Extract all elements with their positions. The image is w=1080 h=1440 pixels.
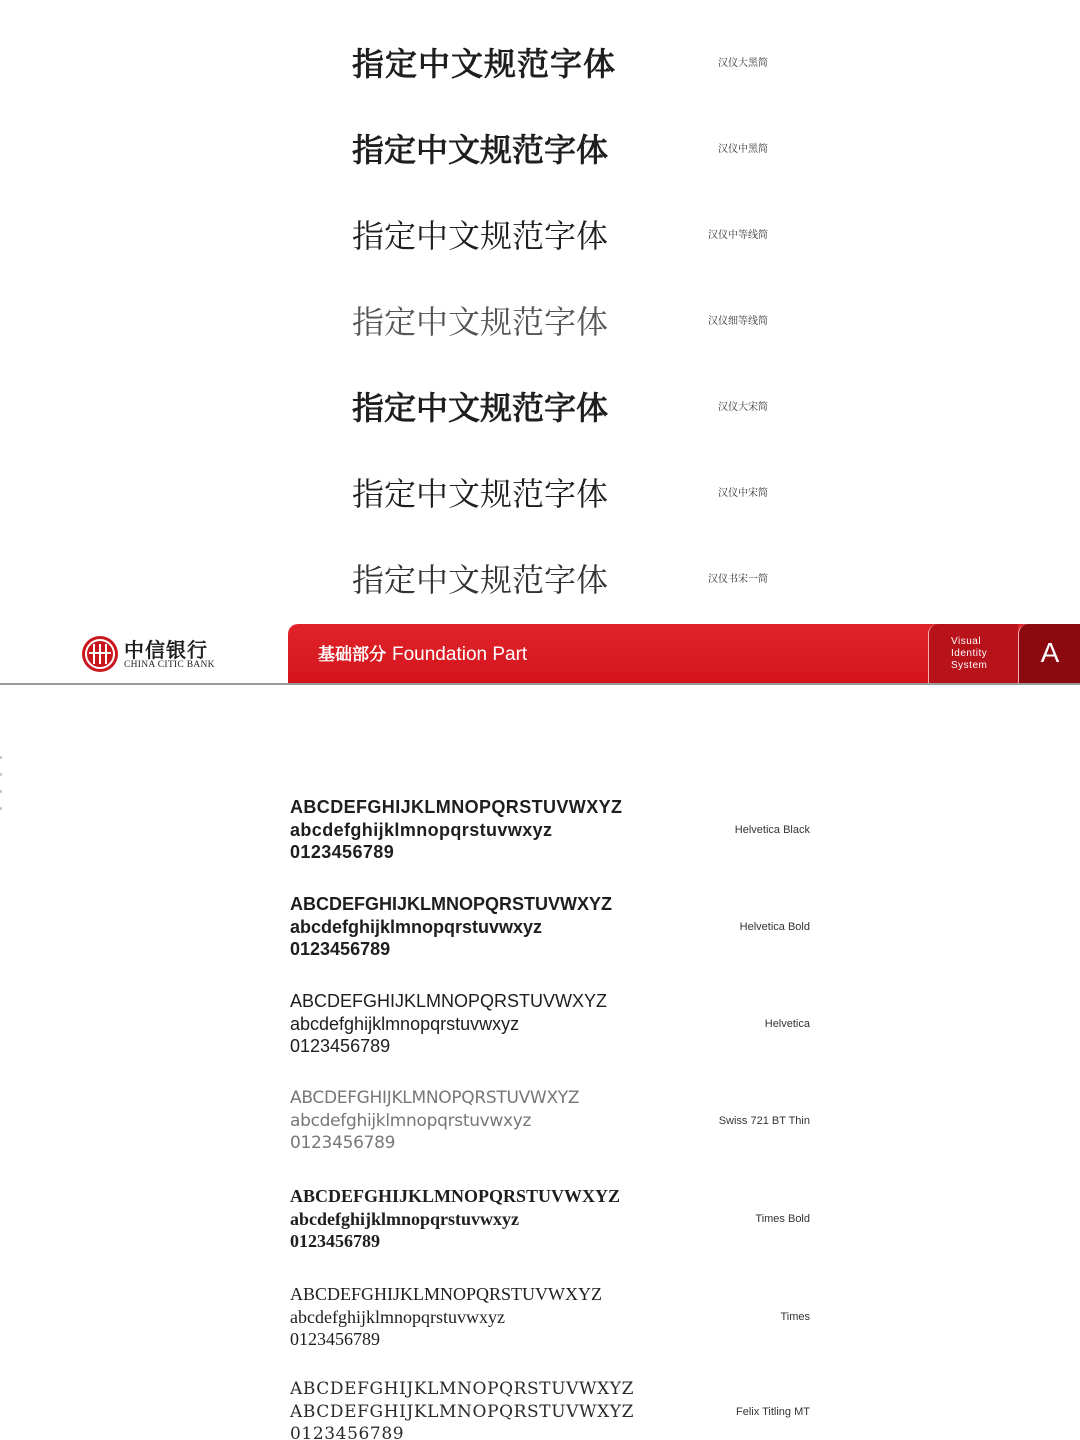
font-sample-lower: abcdefghijklmnopqrstuvwxyz xyxy=(290,1208,520,1229)
cn-font-row xyxy=(0,378,1080,438)
font-sample-upper: ABCDEFGHIJKLMNOPQRSTUVWXYZ xyxy=(290,991,608,1011)
latin-font-row xyxy=(290,990,810,1060)
font-sample-digits: 0123456789 xyxy=(290,1133,396,1153)
latin-font-name: Helvetica xyxy=(764,1018,810,1030)
chapter-letter: A xyxy=(1040,637,1060,668)
font-sample-lower: abcdefghijklmnopqrstuvwxyz xyxy=(290,819,553,840)
cn-font-row xyxy=(0,120,1080,180)
cn-font-row xyxy=(0,464,1080,524)
vis-label-line: System xyxy=(951,660,988,671)
font-sample-upper: ABCDEFGHIJKLMNOPQRSTUVWXYZ xyxy=(290,1379,635,1399)
logo-chinese-name: 中信银行 xyxy=(124,638,208,662)
cn-font-name: 汉仪细等线简 xyxy=(708,316,768,327)
section-title xyxy=(318,624,527,686)
font-sample-digits: 0123456789 xyxy=(290,1424,405,1440)
latin-font-row xyxy=(290,1378,810,1440)
section-title-cn: 基础部分 xyxy=(318,645,386,665)
cn-font-sample: 指定中文规范字体 xyxy=(352,45,617,83)
cn-font-name: 汉仪大黑简 xyxy=(718,58,768,69)
latin-font-name: Helvetica Bold xyxy=(739,921,810,933)
cn-font-sample: 指定中文规范字体 xyxy=(352,131,609,169)
font-sample-upper: ABCDEFGHIJKLMNOPQRSTUVWXYZ xyxy=(290,1186,621,1206)
section-title-bar xyxy=(288,624,1080,684)
latin-font-name: Times xyxy=(780,1311,810,1323)
cn-font-row xyxy=(0,34,1080,94)
latin-font-row xyxy=(290,796,810,866)
font-sample-digits: 0123456789 xyxy=(290,1231,380,1251)
latin-font-row xyxy=(290,1185,810,1255)
latin-font-name: Helvetica Black xyxy=(734,824,810,836)
section-title-en: Foundation Part xyxy=(392,644,528,665)
cn-font-row xyxy=(0,292,1080,352)
font-sample-digits: 0123456789 xyxy=(290,1036,391,1056)
citic-logo-icon xyxy=(82,636,118,672)
font-sample-lower: ABCDEFGHIJKLMNOPQRSTUVWXYZ xyxy=(290,1401,635,1422)
vis-label-line: Identity xyxy=(951,648,988,659)
cn-font-sample: 指定中文规范字体 xyxy=(352,389,609,427)
cn-font-name: 汉仪中黑简 xyxy=(718,144,768,155)
font-sample-upper: ABCDEFGHIJKLMNOPQRSTUVWXYZ xyxy=(290,796,623,818)
cn-font-row xyxy=(0,206,1080,266)
vis-label xyxy=(951,636,987,672)
latin-font-row xyxy=(290,893,810,963)
cn-font-name: 汉仪中宋简 xyxy=(718,488,768,499)
font-sample-upper: ABCDEFGHIJKLMNOPQRSTUVWXYZ xyxy=(290,1088,580,1108)
cn-font-sample: 指定中文规范字体 xyxy=(352,561,609,599)
chapter-box xyxy=(1018,624,1080,684)
cn-font-sample: 指定中文规范字体 xyxy=(352,303,609,341)
font-sample-digits: 0123456789 xyxy=(290,1329,380,1349)
cn-font-name: 汉仪大宋简 xyxy=(718,402,768,413)
latin-font-name: Swiss 721 BT Thin xyxy=(718,1115,810,1127)
latin-font-name: Felix Titling MT xyxy=(736,1406,810,1418)
section-header xyxy=(0,622,1080,686)
font-sample-upper: ABCDEFGHIJKLMNOPQRSTUVWXYZ xyxy=(290,894,613,914)
cn-font-sample: 指定中文规范字体 xyxy=(352,217,609,255)
latin-font-row xyxy=(290,1283,810,1353)
font-sample-lower: abcdefghijklmnopqrstuvwxyz xyxy=(290,916,543,937)
vis-label-box xyxy=(928,624,1018,684)
page-edge-marks xyxy=(0,756,3,816)
cn-font-sample: 指定中文规范字体 xyxy=(352,475,609,513)
cn-font-name: 汉仪书宋一简 xyxy=(708,574,768,585)
latin-font-row xyxy=(290,1087,810,1157)
font-sample-lower: abcdefghijklmnopqrstuvwxyz xyxy=(290,1110,532,1131)
latin-font-name: Times Bold xyxy=(755,1213,810,1225)
vis-label-line: Visual xyxy=(951,636,982,647)
font-sample-lower: abcdefghijklmnopqrstuvwxyz xyxy=(290,1013,520,1034)
cn-font-name: 汉仪中等线简 xyxy=(708,230,768,241)
font-sample-digits: 0123456789 xyxy=(290,841,395,863)
logo-english-name: CHINA CITIC BANK xyxy=(124,660,215,670)
font-sample-upper: ABCDEFGHIJKLMNOPQRSTUVWXYZ xyxy=(290,1284,603,1304)
header-divider xyxy=(0,683,1080,685)
bank-logo xyxy=(82,634,222,676)
font-sample-lower: abcdefghijklmnopqrstuvwxyz xyxy=(290,1306,505,1327)
cn-font-row xyxy=(0,550,1080,610)
font-sample-digits: 0123456789 xyxy=(290,939,391,959)
